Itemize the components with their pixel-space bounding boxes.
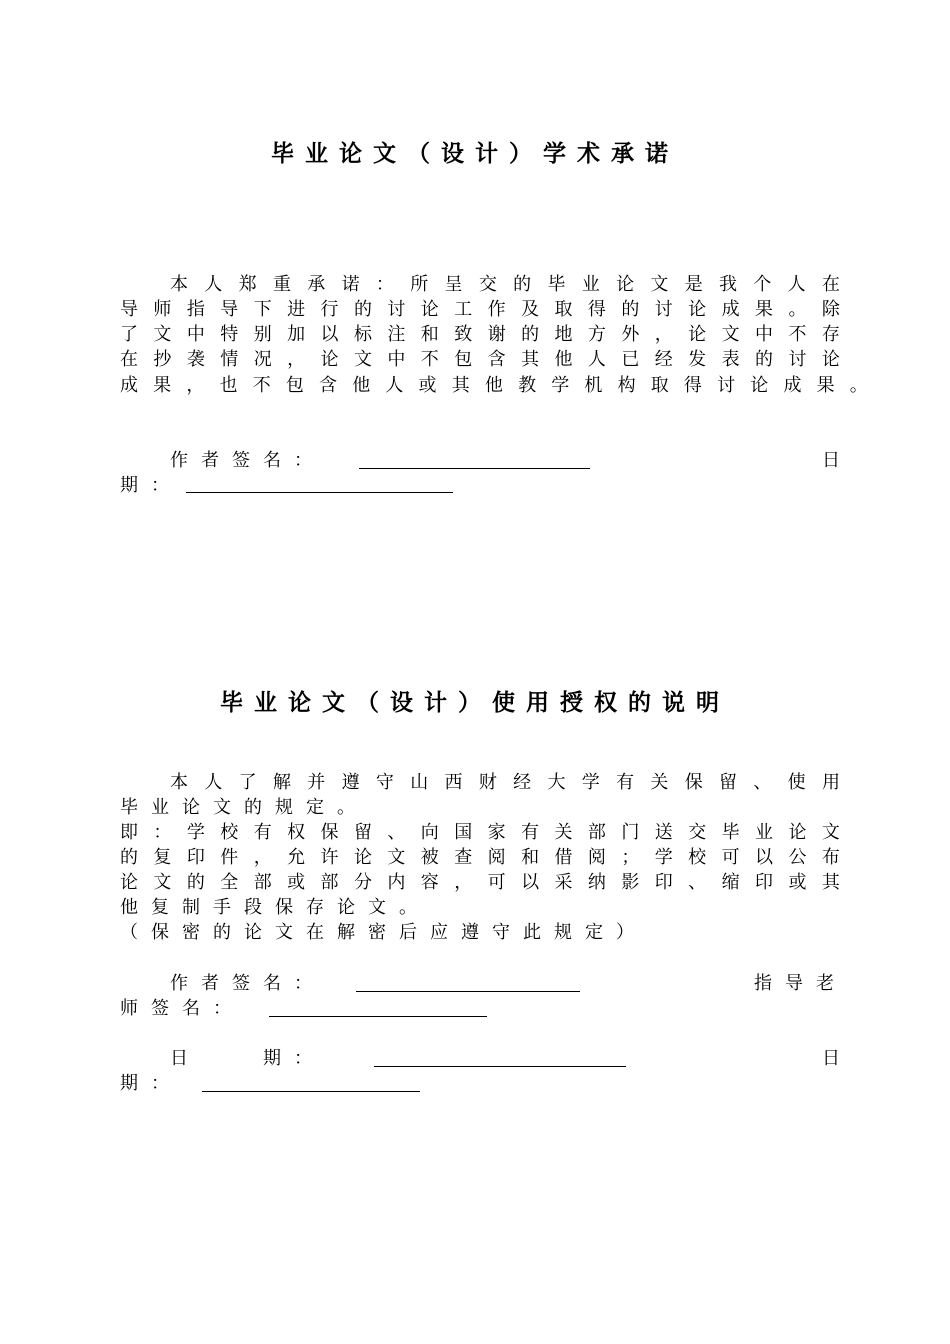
- paragraph-char: 文: [153, 324, 172, 345]
- paragraph-char: 呈: [444, 274, 463, 295]
- paragraph-char: 查: [454, 847, 473, 868]
- date-label-part1: 日: [822, 450, 853, 471]
- paragraph-char: 得: [683, 375, 702, 396]
- paragraph-char: 缩: [721, 872, 740, 893]
- paragraph-char: 承: [307, 274, 326, 295]
- paragraph-char: 不: [252, 375, 271, 396]
- paragraph-char: 行: [320, 299, 339, 320]
- paragraph-char: 外: [621, 324, 640, 345]
- paragraph-char: 他: [352, 375, 371, 396]
- paragraph-char: 表: [721, 349, 740, 370]
- paragraph-char: 论: [688, 299, 707, 320]
- paragraph-char: 加: [287, 324, 306, 345]
- paragraph-char: 。: [849, 375, 868, 396]
- paragraph-char: 即: [120, 822, 138, 843]
- commitment-line-4: [120, 349, 840, 371]
- paragraph-char: 校: [220, 822, 239, 843]
- paragraph-char: 我: [719, 274, 737, 295]
- paragraph-char: 经: [513, 772, 532, 793]
- paragraph-char: 有: [521, 822, 540, 843]
- paragraph-char: 教: [518, 375, 537, 396]
- paragraph-char: 交: [478, 274, 497, 295]
- authorization-line-7: （保密的论文在解密后应遵守此规定）: [120, 922, 647, 943]
- paragraph-char: 所: [410, 274, 429, 295]
- paragraph-char: 财: [478, 772, 497, 793]
- paragraph-char: 大: [547, 772, 566, 793]
- paragraph-char: 关: [650, 772, 669, 793]
- paragraph-char: 果: [755, 299, 774, 320]
- paragraph-char: 除: [821, 299, 840, 320]
- paragraph-char: 成: [721, 299, 740, 320]
- paragraph-char: 布: [821, 847, 840, 868]
- paragraph-char: 以: [320, 324, 339, 345]
- paragraph-char: 借: [554, 847, 573, 868]
- paragraph-char: 论: [750, 375, 769, 396]
- paragraph-char: 全: [220, 872, 239, 893]
- paragraph-char: 构: [617, 375, 636, 396]
- paragraph-char: 的: [186, 872, 205, 893]
- paragraph-char: 阅: [487, 847, 506, 868]
- paragraph-char: 学: [581, 772, 600, 793]
- paragraph-char: 得: [587, 299, 606, 320]
- paragraph-char: 的: [120, 847, 138, 868]
- paragraph-char: 有: [253, 822, 272, 843]
- date-field[interactable]: [186, 492, 453, 493]
- paragraph-char: 采: [554, 872, 573, 893]
- paragraph-char: 许: [320, 847, 339, 868]
- paragraph-char: 文: [153, 872, 172, 893]
- paragraph-char: 西: [444, 772, 463, 793]
- paragraph-char: 含: [319, 375, 338, 396]
- paragraph-char: 可: [721, 847, 740, 868]
- paragraph-char: 或: [788, 872, 807, 893]
- author-signature-label: 作者签名：: [170, 450, 325, 471]
- paragraph-char: 部: [587, 822, 606, 843]
- paragraph-char: 了: [120, 324, 138, 345]
- paragraph-char: 其: [451, 375, 470, 396]
- paragraph-char: ，: [454, 872, 473, 893]
- paragraph-char: 讨: [654, 299, 673, 320]
- paragraph-char: 毕: [547, 274, 566, 295]
- paragraph-char: 复: [153, 847, 172, 868]
- paragraph-char: 人: [204, 772, 223, 793]
- authorization-line-2: 毕业论文的规定。: [120, 797, 368, 818]
- paragraph-char: 论: [320, 349, 339, 370]
- paragraph-char: 人: [787, 274, 806, 295]
- authorization-line-6: 他复制手段保存论文。: [120, 897, 430, 918]
- paragraph-char: 发: [688, 349, 707, 370]
- paragraph-char: 人: [587, 349, 606, 370]
- paragraph-char: 论: [616, 274, 635, 295]
- paragraph-char: 地: [554, 324, 573, 345]
- paragraph-char: 纳: [587, 872, 606, 893]
- paragraph-char: 权: [287, 822, 306, 843]
- paragraph-char: 人: [385, 375, 404, 396]
- paragraph-char: 部: [320, 872, 339, 893]
- paragraph-char: 以: [755, 847, 774, 868]
- authorization-line-5: [120, 872, 840, 894]
- paragraph-char: 标: [353, 324, 372, 345]
- paragraph-char: 讨: [717, 375, 736, 396]
- paragraph-char: 取: [554, 299, 573, 320]
- paragraph-char: 有: [616, 772, 635, 793]
- paragraph-char: 以: [521, 872, 540, 893]
- paragraph-char: 关: [554, 822, 573, 843]
- paragraph-char: 学: [551, 375, 570, 396]
- paragraph-char: 留: [719, 772, 737, 793]
- paragraph-char: 下: [253, 299, 272, 320]
- paragraph-char: 论: [788, 822, 807, 843]
- paragraph-char: 成: [783, 375, 802, 396]
- author-signature-field[interactable]: [359, 468, 590, 469]
- paragraph-char: 郑: [238, 274, 257, 295]
- author-signature-field-2[interactable]: [356, 991, 580, 992]
- paragraph-char: 中: [387, 349, 406, 370]
- paragraph-char: ，: [186, 375, 205, 396]
- paragraph-char: 或: [418, 375, 437, 396]
- paragraph-char: 文: [821, 822, 840, 843]
- paragraph-char: 文: [353, 349, 372, 370]
- author-signature-label-2: 作者签名：: [170, 973, 325, 994]
- paragraph-char: 或: [287, 872, 306, 893]
- paragraph-char: 印: [186, 847, 205, 868]
- paragraph-char: 和: [420, 324, 439, 345]
- paragraph-char: 允: [287, 847, 306, 868]
- commitment-line-1: [170, 274, 840, 296]
- paragraph-char: 保: [684, 772, 703, 793]
- advisor-signature-label-part1: 指导老: [754, 973, 847, 994]
- paragraph-char: 解: [272, 772, 291, 793]
- paragraph-char: 别: [253, 324, 272, 345]
- paragraph-char: 的: [755, 349, 774, 370]
- paragraph-char: 毕: [721, 822, 740, 843]
- paragraph-char: 个: [753, 274, 772, 295]
- paragraph-char: 文: [721, 324, 740, 345]
- paragraph-char: 论: [821, 349, 840, 370]
- advisor-date-field[interactable]: [202, 1091, 420, 1092]
- paragraph-char: 致: [454, 324, 473, 345]
- paragraph-char: 论: [120, 872, 138, 893]
- paragraph-char: 向: [420, 822, 439, 843]
- paragraph-char: 谢: [487, 324, 506, 345]
- paragraph-char: 情: [220, 349, 239, 370]
- paragraph-char: 山: [410, 772, 429, 793]
- paragraph-char: 进: [287, 299, 306, 320]
- paragraph-char: 是: [684, 274, 703, 295]
- paragraph-char: 袭: [186, 349, 205, 370]
- paragraph-char: ；: [621, 847, 640, 868]
- paragraph-char: 讨: [788, 349, 807, 370]
- paragraph-char: 阅: [587, 847, 606, 868]
- advisor-signature-field[interactable]: [269, 1016, 487, 1017]
- paragraph-char: 况: [253, 349, 272, 370]
- paragraph-char: 论: [353, 847, 372, 868]
- paragraph-char: 部: [253, 872, 272, 893]
- commitment-line-5: [120, 375, 868, 397]
- paragraph-char: 的: [621, 299, 640, 320]
- paragraph-char: 抄: [153, 349, 172, 370]
- paragraph-char: 在: [821, 274, 840, 295]
- paragraph-char: 师: [153, 299, 172, 320]
- paragraph-char: 不: [420, 349, 439, 370]
- paragraph-char: 重: [272, 274, 291, 295]
- paragraph-char: 保: [320, 822, 339, 843]
- paragraph-char: 果: [816, 375, 835, 396]
- paragraph-char: 使: [787, 772, 806, 793]
- commitment-line-2: [120, 299, 840, 321]
- paragraph-char: 可: [487, 872, 506, 893]
- paragraph-char: ，: [253, 847, 272, 868]
- paragraph-char: 、: [688, 872, 707, 893]
- paragraph-char: 的: [521, 324, 540, 345]
- paragraph-char: 作: [487, 299, 506, 320]
- paragraph-char: 和: [521, 847, 540, 868]
- paragraph-char: 文: [387, 847, 406, 868]
- paragraph-char: 人: [204, 274, 223, 295]
- paragraph-char: 、: [387, 822, 406, 843]
- paragraph-char: 校: [688, 847, 707, 868]
- authorization-line-3: [120, 822, 840, 844]
- paragraph-char: 论: [688, 324, 707, 345]
- paragraph-char: 讨: [387, 299, 406, 320]
- paragraph-char: 了: [238, 772, 257, 793]
- paragraph-char: 容: [420, 872, 439, 893]
- paragraph-char: 。: [788, 299, 807, 320]
- paragraph-char: 本: [170, 772, 188, 793]
- paragraph-char: 不: [788, 324, 807, 345]
- paragraph-char: 他: [554, 349, 573, 370]
- paragraph-char: 经: [654, 349, 673, 370]
- paragraph-char: 取: [650, 375, 669, 396]
- paragraph-char: ，: [287, 349, 306, 370]
- paragraph-char: 分: [353, 872, 372, 893]
- paragraph-char: 导: [220, 299, 239, 320]
- date-label-part2: 期：: [120, 475, 182, 496]
- paragraph-char: 包: [285, 375, 304, 396]
- paragraph-char: 交: [688, 822, 707, 843]
- paragraph-char: 指: [186, 299, 205, 320]
- paragraph-char: 印: [755, 872, 774, 893]
- paragraph-char: 印: [654, 872, 673, 893]
- paragraph-char: 门: [621, 822, 640, 843]
- paragraph-char: 其: [821, 872, 840, 893]
- paragraph-char: 已: [621, 349, 640, 370]
- paragraph-char: 工: [454, 299, 473, 320]
- paragraph-char: 含: [487, 349, 506, 370]
- paragraph-char: 遵: [341, 772, 360, 793]
- paragraph-char: 诺: [341, 274, 360, 295]
- paragraph-char: 国: [454, 822, 473, 843]
- paragraph-char: 也: [219, 375, 238, 396]
- paragraph-char: 注: [387, 324, 406, 345]
- paragraph-char: 学: [186, 822, 205, 843]
- paragraph-char: 在: [120, 349, 138, 370]
- paragraph-char: 及: [521, 299, 540, 320]
- paragraph-char: 件: [220, 847, 239, 868]
- paragraph-char: ，: [654, 324, 673, 345]
- paragraph-char: 的: [353, 299, 372, 320]
- paragraph-char: 文: [650, 274, 669, 295]
- author-date-field[interactable]: [374, 1066, 626, 1067]
- paragraph-char: 方: [587, 324, 606, 345]
- paragraph-char: 、: [753, 772, 772, 793]
- paragraph-char: 果: [153, 375, 172, 396]
- authorization-title: 毕业论文（设计）使用授权的说明: [220, 690, 730, 716]
- paragraph-char: 守: [375, 772, 394, 793]
- paragraph-char: 业: [755, 822, 774, 843]
- paragraph-char: 留: [353, 822, 372, 843]
- paragraph-char: 的: [513, 274, 532, 295]
- paragraph-char: 他: [484, 375, 503, 396]
- paragraph-char: 影: [621, 872, 640, 893]
- paragraph-char: 其: [521, 349, 540, 370]
- advisor-date-label-part1: 日: [822, 1048, 853, 1069]
- paragraph-char: 内: [387, 872, 406, 893]
- paragraph-char: 并: [307, 772, 326, 793]
- author-date-label: 日 期：: [170, 1048, 325, 1069]
- advisor-date-label-part2: 期：: [120, 1073, 182, 1094]
- paragraph-char: 论: [420, 299, 439, 320]
- paragraph-char: 公: [788, 847, 807, 868]
- paragraph-char: 用: [821, 772, 840, 793]
- paragraph-char: 中: [755, 324, 774, 345]
- paragraph-char: 中: [186, 324, 205, 345]
- paragraph-char: 本: [170, 274, 188, 295]
- paragraph-char: 家: [487, 822, 506, 843]
- paragraph-char: 被: [420, 847, 439, 868]
- commitment-line-3: [120, 324, 840, 346]
- paragraph-char: 成: [120, 375, 138, 396]
- paragraph-char: 机: [584, 375, 603, 396]
- paragraph-char: 特: [220, 324, 239, 345]
- paragraph-char: 存: [821, 324, 840, 345]
- paragraph-char: 导: [120, 299, 138, 320]
- authorization-line-1: [170, 772, 840, 794]
- paragraph-char: ：: [375, 274, 394, 295]
- commitment-title: 毕业论文（设计）学术承诺: [271, 141, 679, 167]
- paragraph-char: 包: [454, 349, 473, 370]
- paragraph-char: 学: [654, 847, 673, 868]
- authorization-line-4: [120, 847, 840, 869]
- advisor-signature-label-part2: 师签名：: [120, 998, 244, 1019]
- paragraph-char: 送: [654, 822, 673, 843]
- paragraph-char: 业: [581, 274, 600, 295]
- paragraph-char: ：: [153, 822, 172, 843]
